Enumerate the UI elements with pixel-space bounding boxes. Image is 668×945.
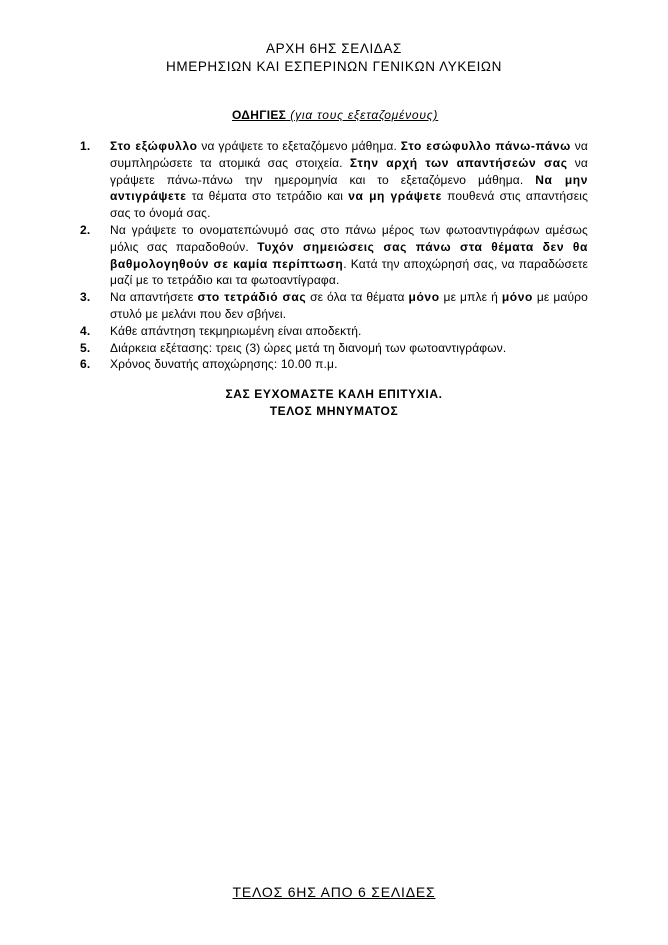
closing-end-message: ΤΕΛΟΣ ΜΗΝΥΜΑΤΟΣ bbox=[269, 403, 399, 418]
instruction-emphasis: να μη γράψετε bbox=[348, 189, 442, 204]
instruction-text: με μαύρο στυλό με μελάνι που δεν σβήνει. bbox=[110, 290, 588, 321]
instruction-text: Χρόνος δυνατής αποχώρησης: 10.00 π.μ. bbox=[110, 357, 338, 372]
instruction-text: να συμπληρώσετε τα ατομικά σας στοιχεία. bbox=[110, 139, 588, 170]
instruction-number: 3. bbox=[80, 290, 91, 305]
instruction-text: . Κατά την αποχώρησή σας, να παραδώσετε μαζί με το τετράδιο και τα φωτοαντίγραφα. bbox=[110, 256, 588, 288]
closing-wish: ΣΑΣ ΕΥΧΟΜΑΣΤΕ ΚΑΛΗ ΕΠΙΤΥΧΙΑ. bbox=[225, 387, 443, 401]
instruction-emphasis: Στο εσώφυλλο πάνω-πάνω bbox=[400, 139, 571, 153]
instructions-list bbox=[80, 138, 588, 373]
instruction-text: Να απαντήσετε bbox=[110, 290, 198, 305]
instruction-emphasis: στο τετράδιό σας bbox=[197, 290, 307, 305]
instruction-text: Διάρκεια εξέτασης: τρεις (3) ώρες μετά τη διανομή των φωτοαντιγράφων. bbox=[110, 340, 507, 355]
instructions-title-main: ΟΔΗΓΙΕΣ bbox=[232, 108, 287, 122]
instruction-text: Κάθε απάντηση τεκμηριωμένη είναι αποδεκτή. bbox=[110, 323, 362, 338]
instruction-emphasis: Στην αρχή των απαντήσεών σας bbox=[349, 155, 568, 170]
instruction-number: 1. bbox=[80, 139, 91, 153]
instruction-text: πουθενά στις απαντήσεις σας το όνομά σας. bbox=[110, 189, 589, 221]
instruction-text: τα θέματα στο τετράδιο και bbox=[186, 189, 349, 204]
instruction-emphasis: Να μην αντιγράψετε bbox=[110, 172, 588, 204]
instruction-number: 5. bbox=[80, 340, 91, 355]
instruction-emphasis: μόνο bbox=[408, 290, 440, 305]
instruction-item bbox=[80, 356, 588, 373]
instruction-item bbox=[80, 340, 588, 357]
closing-message bbox=[0, 386, 668, 419]
instruction-text: να γράψετε το εξεταζόμενο μάθημα. bbox=[197, 139, 401, 153]
instruction-emphasis: Τυχόν σημειώσεις σας πάνω στα θέματα δεν θα βαθμολογηθούν σε καμία περίπτωση bbox=[110, 239, 588, 271]
instruction-emphasis: Στο εξώφυλλο bbox=[110, 139, 198, 153]
instruction-emphasis: μόνο bbox=[501, 290, 533, 305]
instruction-text: σε όλα τα θέματα bbox=[306, 290, 409, 305]
header-school-type: ΗΜΕΡΗΣΙΩΝ ΚΑΙ ΕΣΠΕΡΙΝΩΝ ΓΕΝΙΚΩΝ ΛΥΚΕΙΩΝ bbox=[166, 59, 502, 74]
instructions-title-sub: (για τους εξεταζομένους) bbox=[286, 108, 439, 122]
instruction-item bbox=[80, 138, 588, 222]
page-footer: ΤΕΛΟΣ 6ΗΣ ΑΠΟ 6 ΣΕΛΙΔΕΣ bbox=[232, 884, 436, 900]
instruction-item bbox=[80, 323, 588, 340]
instruction-number: 6. bbox=[80, 357, 91, 372]
instruction-item bbox=[80, 222, 588, 289]
page-header bbox=[0, 40, 668, 76]
instruction-text: να γράψετε πάνω-πάνω την ημερομηνία και το εξεταζόμενο μάθημα. bbox=[110, 155, 589, 187]
instructions-title bbox=[232, 108, 472, 122]
instruction-number: 2. bbox=[80, 222, 91, 237]
instruction-item bbox=[80, 289, 588, 323]
instruction-text: Να γράψετε το ονοματεπώνυμό σας στο πάνω μέρος των φωτοαντιγράφων αμέσως μόλις σας παραδοθούν. bbox=[110, 222, 588, 254]
instruction-number: 4. bbox=[80, 323, 91, 338]
header-page-start: ΑΡΧΗ 6ΗΣ ΣΕΛΙΔΑΣ bbox=[266, 41, 402, 56]
instruction-text: με μπλε ή bbox=[439, 290, 502, 305]
